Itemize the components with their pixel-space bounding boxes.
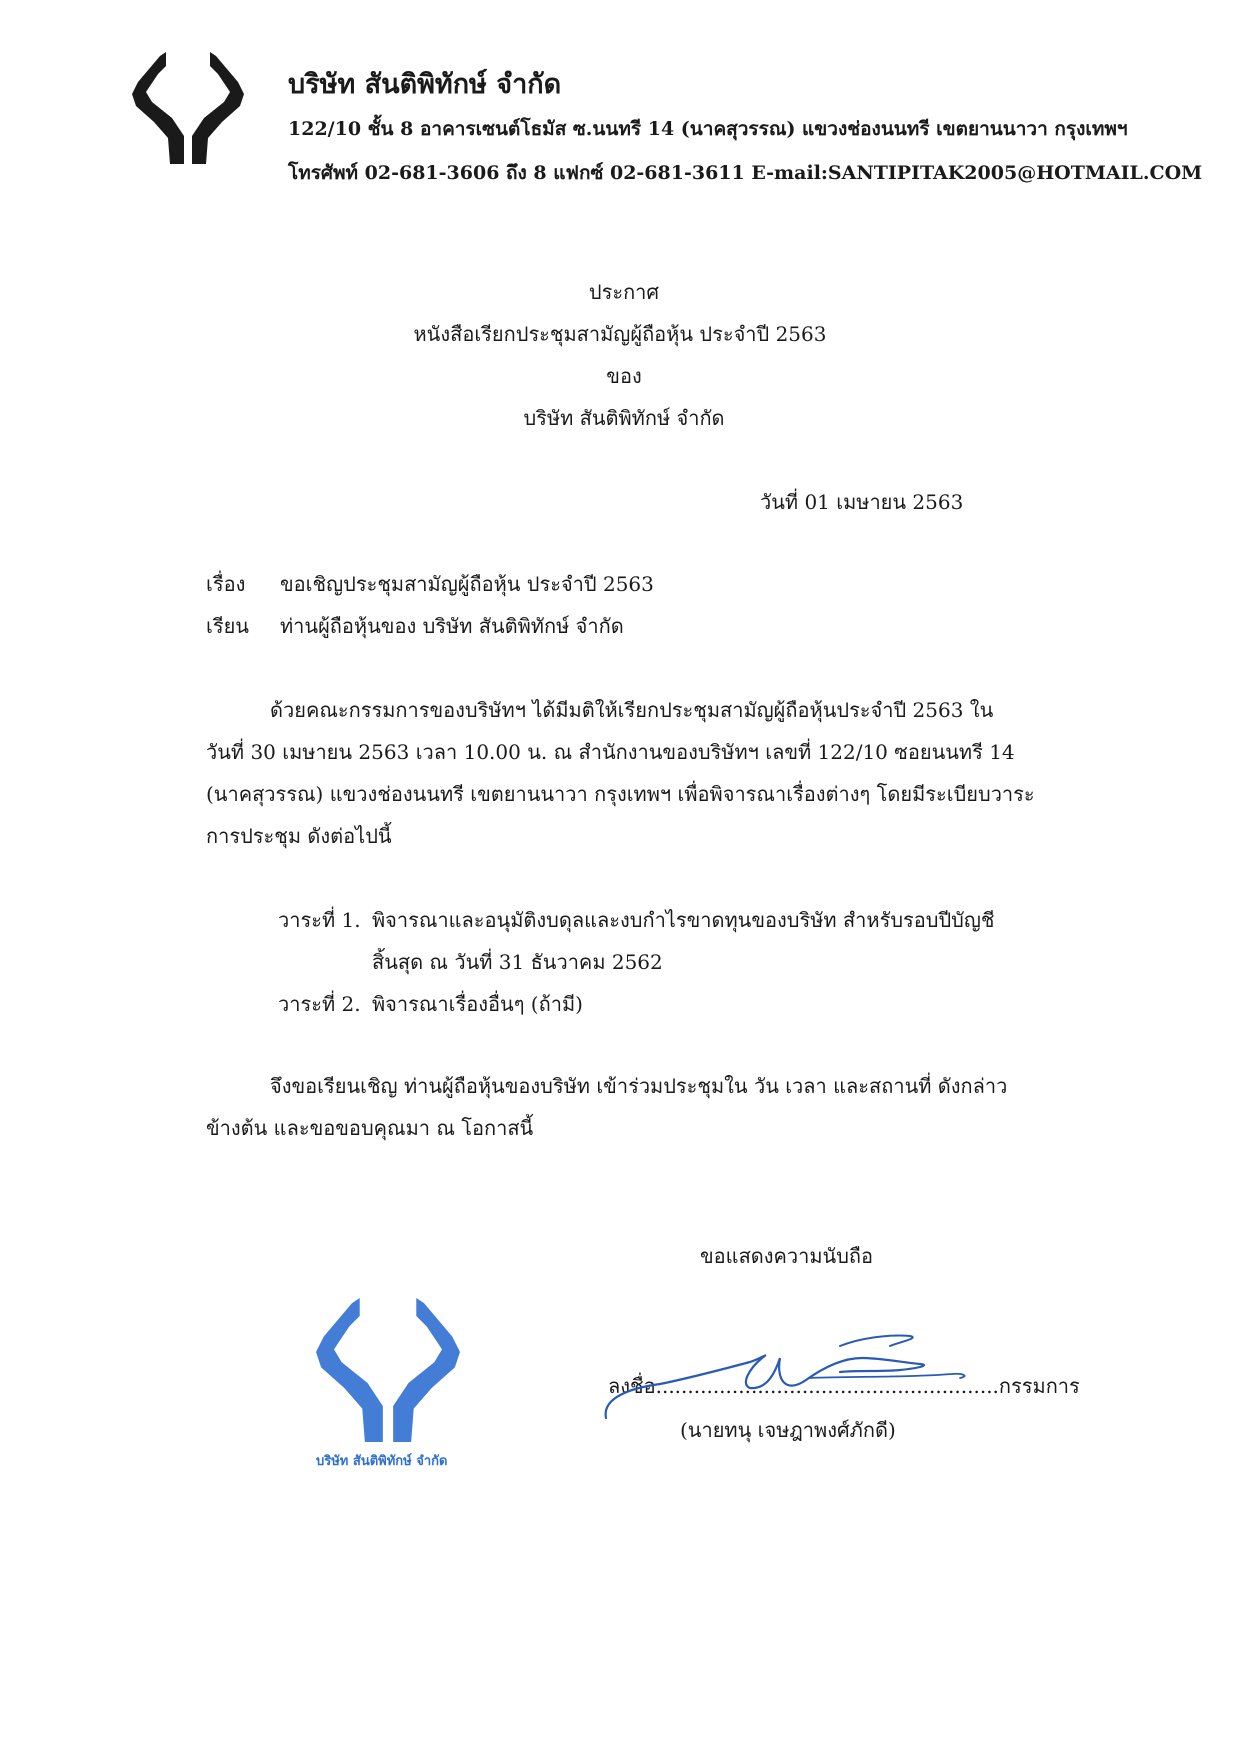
sign-prefix: ลงชื่อ [608,1374,656,1398]
handwritten-signature [600,1318,980,1428]
to-text: ท่านผู้ถือหุ้นของ บริษัท สันติพิทักษ์ จำกัด [280,614,624,638]
notice-title: หนังสือเรียกประชุมสามัญผู้ถือหุ้น ประจำปี 2563 [413,322,827,346]
agenda-1-line-1: พิจารณาและอนุมัติงบดุลและงบกำไรขาดทุนของบริษัท สำหรับรอบปีบัญชี [372,908,995,932]
body-line-4: การประชุม ดังต่อไปนี้ [206,824,392,848]
closing-line-1: จึงขอเรียนเชิญ ท่านผู้ถือหุ้นของบริษัท เข้าร่วมประชุมใน วัน เวลา และสถานที่ ดังกล่าว [270,1074,1008,1098]
agenda-1-label: วาระที่ 1. [278,908,361,932]
company-stamp-logo [316,1296,460,1444]
agenda-2-label: วาระที่ 2. [278,992,361,1016]
body-line-3: (นาคสุวรรณ) แขวงช่องนนทรี เขตยานนาวา กรุงเทพฯ เพื่อพิจารณาเรื่องต่างๆ โดยมีระเบียบวาระ [206,782,1035,806]
letter-date: วันที่ 01 เมษายน 2563 [760,490,964,514]
company-contact: โทรศัพท์ 02-681-3606 ถึง 8 แฟกซ์ 02-681-3611 E-mail:SANTIPITAK2005@HOTMAIL.COM [288,162,1203,184]
to-label: เรียน [206,614,249,638]
closing-line-2: ข้างต้น และขอขอบคุณมา ณ โอกาสนี้ [206,1116,534,1140]
subject-label: เรื่อง [206,572,246,596]
subject-text: ขอเชิญประชุมสามัญผู้ถือหุ้น ประจำปี 2563 [280,572,654,596]
body-line-2: วันที่ 30 เมษายน 2563 เวลา 10.00 น. ณ สำนักงานของบริษัทฯ เลขที่ 122/10 ซอยนนทรี 14 [206,740,1015,764]
title-company: บริษัท สันติพิทักษ์ จำกัด [523,406,725,430]
company-logo [132,52,244,164]
company-name: บริษัท สันติพิทักษ์ จำกัด [288,69,562,100]
agenda-1-line-2: สิ้นสุด ณ วันที่ 31 ธันวาคม 2562 [372,950,663,974]
agenda-2-line-1: พิจารณาเรื่องอื่นๆ (ถ้ามี) [372,992,583,1016]
announcement-title: ประกาศ [588,280,660,304]
title-of: ของ [606,364,642,388]
regards: ขอแสดงความนับถือ [700,1244,874,1268]
company-stamp-text: บริษัท สันติพิทักษ์ จำกัด [316,1454,448,1469]
signer-name: (นายทนุ เจษฎาพงศ์ภักดี) [680,1418,896,1442]
company-address: 122/10 ชั้น 8 อาคารเซนต์โธมัส ซ.นนทรี 14 (นาคสุวรรณ) แขวงช่องนนทรี เขตยานนาวา กรุงเทพฯ [288,118,1128,140]
body-line-1: ด้วยคณะกรรมการของบริษัทฯ ได้มีมติให้เรียกประชุมสามัญผู้ถือหุ้นประจำปี 2563 ใน [270,698,994,722]
sign-suffix: กรรมการ [998,1374,1080,1398]
sign-dots: ...................................................... [655,1374,999,1398]
